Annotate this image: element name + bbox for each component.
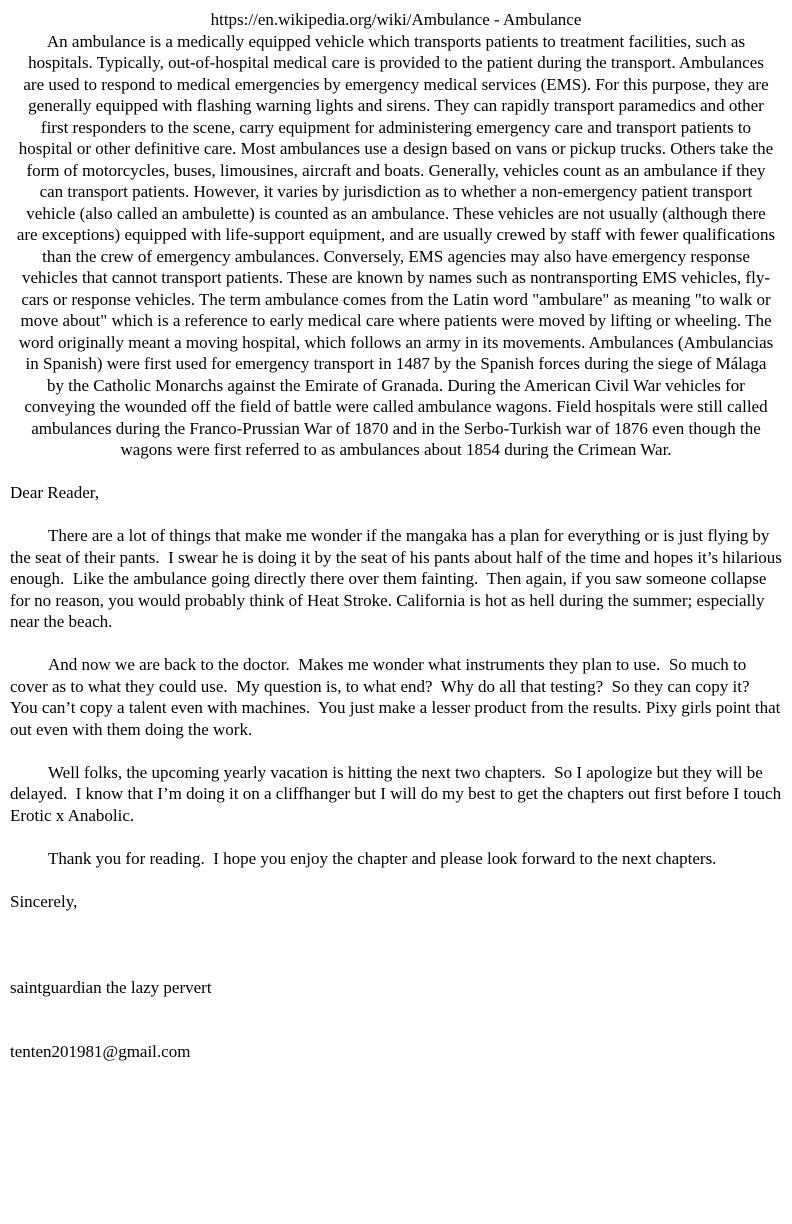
- letter-paragraph: And now we are back to the doctor. Makes me wonder what instruments they plan to use. So much to cover as to what they could use. My question is, to what end? Why do all that testing? So they can copy it? You can’t copy a talent even with machines. You just make a lesser product from the results. Pixy girls point that out even with them doing the work.: [10, 655, 785, 739]
- wikipedia-excerpt-paragraph: An ambulance is a medically equipped vehicle which transports patients to treatment facilities, such as hospitals. Typically, out-of-hospital medical care is provided to the patient during the transport. Ambulances are used to respond to medical emergencies by emergency medical services (EMS). For this purpose, they are generally equipped with flashing warning lights and sirens. They can rapidly transport paramedics and other first responders to the scene, carry equipment for administering emergency care and transport patients to hospital or other definitive care. Most ambulances use a design based on vans or pickup trucks. Others take the form of motorcycles, buses, limousines, aircraft and boats. Generally, vehicles count as an ambulance if they can transport patients. However, it varies by jurisdiction as to whether a non-emergency patient transport vehicle (also called an ambulette) is counted as an ambulance. These vehicles are not usually (although there are exceptions) equipped with life-support equipment, and are usually crewed by staff with fewer qualifications than the crew of emergency ambulances. Conversely, EMS agencies may also have emergency response vehicles that cannot transport patients. These are known by names such as nontransporting EMS vehicles, fly-cars or response vehicles. The term ambulance comes from the Latin word "ambulare" as meaning "to walk or move about" which is a reference to early medical care where patients were moved by lifting or wheeling. The word originally meant a moving hospital, which follows an army in its movements. Ambulances (Ambulancias in Spanish) were first used for emergency transport in 1487 by the Spanish forces during the siege of Málaga by the Catholic Monarchs against the Emirate of Granada. During the American Civil War vehicles for conveying the wounded off the field of battle were called ambulance wagons. Field hospitals were still called ambulances during the Franco-Prussian War of 1870 and in the Serbo-Turkish war of 1876 even though the wagons were first referred to as ambulances about 1854 during the Crimean War.: [16, 31, 776, 459]
- signature-name: saintguardian the lazy pervert: [10, 977, 212, 997]
- letter-block: [10, 482, 787, 1106]
- letter-paragraph: Well folks, the upcoming yearly vacation is hitting the next two chapters. So I apologize but they will be delayed. I know that I’m doing it on a cliffhanger but I will do my best to get the chapters out first before I touch Erotic x Anabolic.: [10, 762, 786, 825]
- signature-email: tenten201981@gmail.com: [10, 1042, 191, 1061]
- letter-closing: Sincerely,: [10, 891, 78, 911]
- wikipedia-excerpt-block: [10, 9, 782, 461]
- letter-paragraph: There are a lot of things that make me wonder if the mangaka has a plan for everything or is just flying by the seat of their pants. I swear he is doing it by the seat of his pants about half of the time and hopes it’s hilarious enough. Like the ambulance going directly there over them fainting. Then again, if you saw someone collapse for no reason, you would probably think of Heat Stroke. California is hot as hell during the summer; especially near the beach.: [10, 526, 787, 631]
- letter-paragraph: Thank you for reading. I hope you enjoy the chapter and please look forward to the next chapters.: [48, 848, 717, 868]
- signature-block: [10, 934, 782, 1106]
- source-url-title: https://en.wikipedia.org/wiki/Ambulance - Ambulance: [210, 10, 582, 29]
- letter-salutation: Dear Reader,: [10, 483, 99, 502]
